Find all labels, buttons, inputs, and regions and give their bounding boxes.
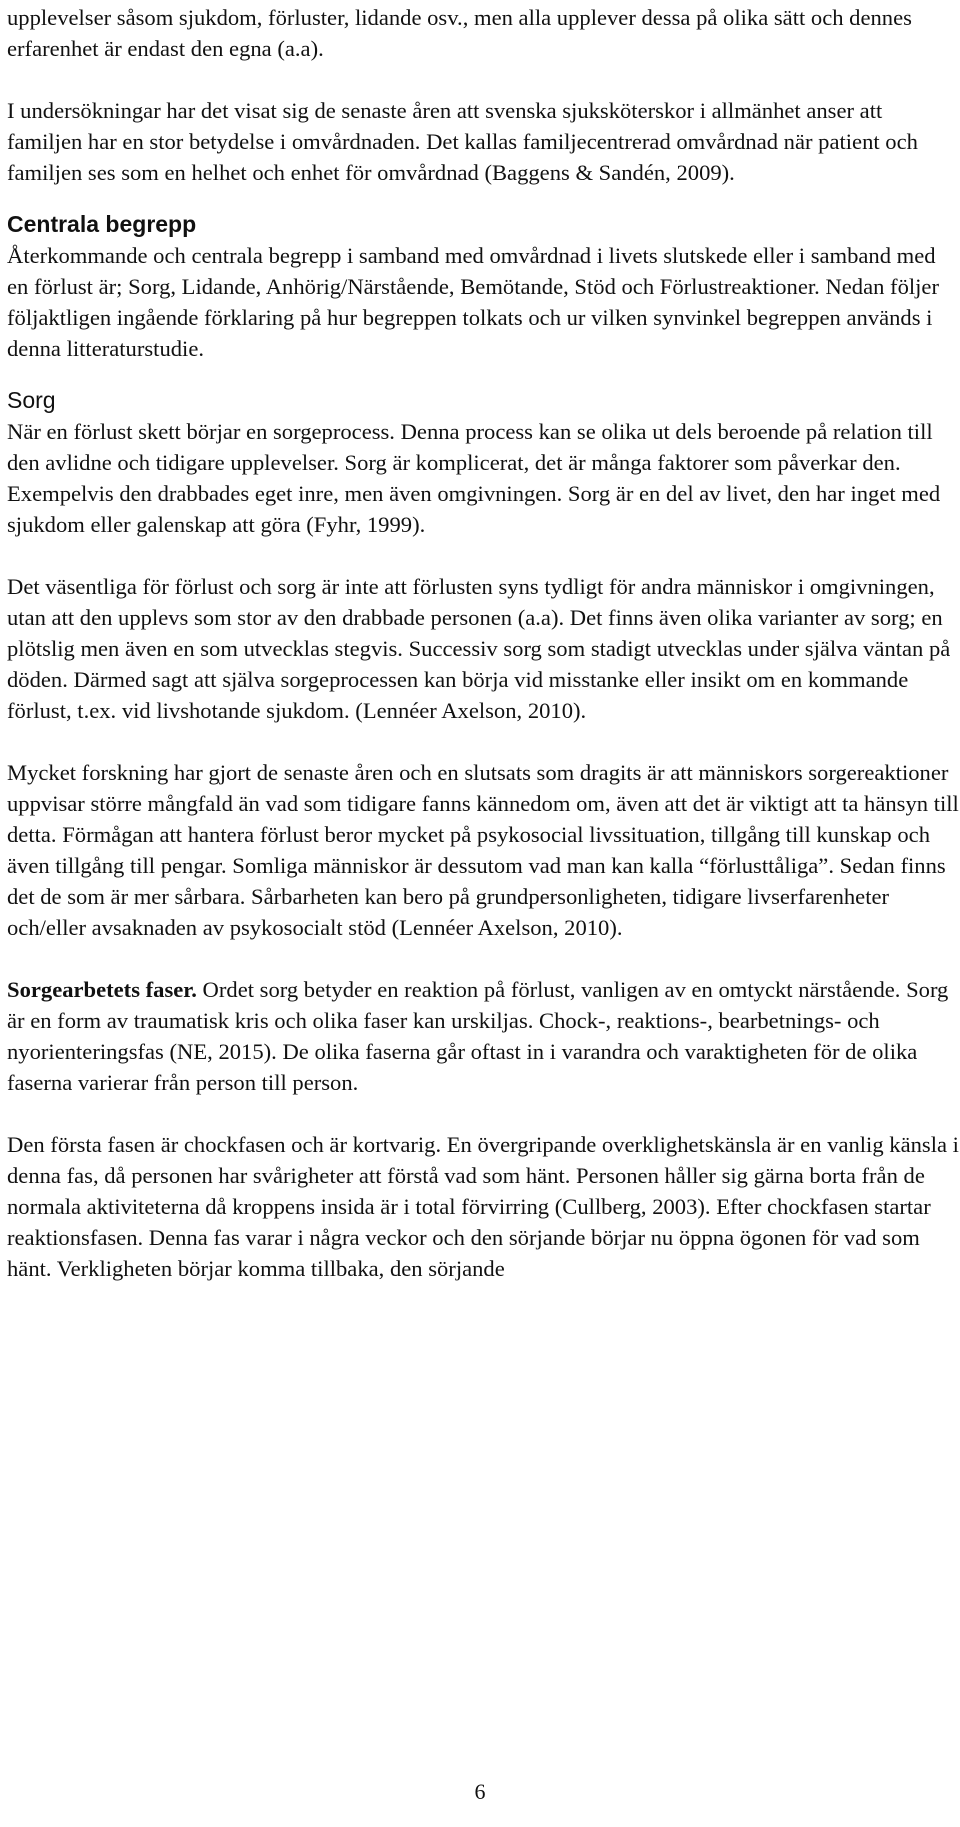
paragraph-loss-essence: Det väsentliga för förlust och sorg är inte att förlusten syns tydligt för andra människor i omgivningen, utan att den upplevs som stor av den drabbade personen (a.a). Det finns även olika varianter av sorg; en plötslig men även en som utvecklas stegvis. Successiv sorg som stadigt utvecklas under själva väntan på döden. Därmed sagt att själva sorgeprocessen kan börja vid misstanke eller insikt om en kommande förlust, t.ex. vid livshotande sjukdom. (Lennéer Axelson, 2010).: [7, 574, 951, 723]
paragraph-family-care: I undersökningar har det visat sig de senaste åren att svenska sjuksköterskor i allmänhet anser att familjen har en stor betydelse i omvårdnaden. Det kallas familjecentrerad omvårdnad när patient och familjen ses som en helhet och enhet för omvårdnad (Baggens & Sandén, 2009).: [7, 98, 918, 185]
paragraph-grief-process: När en förlust skett börjar en sorgeprocess. Denna process kan se olika ut dels beroende på relation till den avlidne och tidigare upplevelser. Sorg är komplicerat, det är många faktorer som påverkar den. Exempelvis den drabbades eget inre, men även omgivningen. Sorg är en del av livet, den har inget med sjukdom eller galenskap att göra (Fyhr, 1999).: [7, 419, 941, 537]
heading-centrala-begrepp: Centrala begrepp: [7, 211, 197, 237]
heading-sorg: Sorg: [7, 387, 56, 413]
paragraph-research: Mycket forskning har gjort de senaste åren och en slutsats som dragits är att människors sorgereaktioner uppvisar större mångfald än vad som tidigare fanns kännedom om, även att det är viktigt att ta hänsyn till detta. Förmågan att hantera förlust beror mycket på psykosocial livssituation, tillgång till kunskap och även tillgång till pengar. Somliga människor är dessutom vad man kan kalla “förlusttåliga”. Sedan finns det de som är mer sårbara. Sårbarheten kan bero på grundpersonligheten, tidigare livserfarenheter och/eller avsaknaden av psykosocialt stöd (Lennéer Axelson, 2010).: [7, 760, 959, 940]
paragraph-shock-phase: Den första fasen är chockfasen och är kortvarig. En övergripande overklighetskänsla är en vanlig känsla i denna fas, då personen har svårigheter att förstå vad som hänt. Personen håller sig gärna borta från de normala aktiviteterna då kroppens insida är i total förvirring (Cullberg, 2003). Efter chockfasen startar reaktionsfasen. Denna fas varar i några veckor och den sörjande börjar nu öppna ögonen för vad som hänt. Verkligheten börjar komma tillbaka, den sörjande: [7, 1132, 959, 1281]
paragraph-grief-phases: [7, 974, 960, 1098]
paragraph-grief-phases-body: Ordet sorg betyder en reaktion på förlust, vanligen av en omtyckt närstående. Sorg är en form av traumatisk kris och olika faser kan urskiljas. Chock-, reaktions-, bearbetnings- och nyorienteringsfas (NE, 2015). De olika faserna går oftast in i varandra och varaktigheten för de olika faserna varierar från person till person.: [7, 977, 949, 1095]
inline-heading-phases: Sorgearbetets faser.: [7, 977, 197, 1002]
paragraph-central-concepts: Återkommande och centrala begrepp i samband med omvårdnad i livets slutskede eller i samband med en förlust är; Sorg, Lidande, Anhörig/Närstående, Bemötande, Stöd och Förlustreaktioner. Nedan följer följaktligen ingående förklaring på hur begreppen tolkats och ur vilken synvinkel begreppen används i denna litteraturstudie.: [7, 243, 939, 361]
page-number: 6: [474, 1779, 486, 1804]
paragraph-intro-continuation: upplevelser såsom sjukdom, förluster, lidande osv., men alla upplever dessa på olika sätt och dennes erfarenhet är endast den egna (a.a).: [7, 5, 912, 61]
